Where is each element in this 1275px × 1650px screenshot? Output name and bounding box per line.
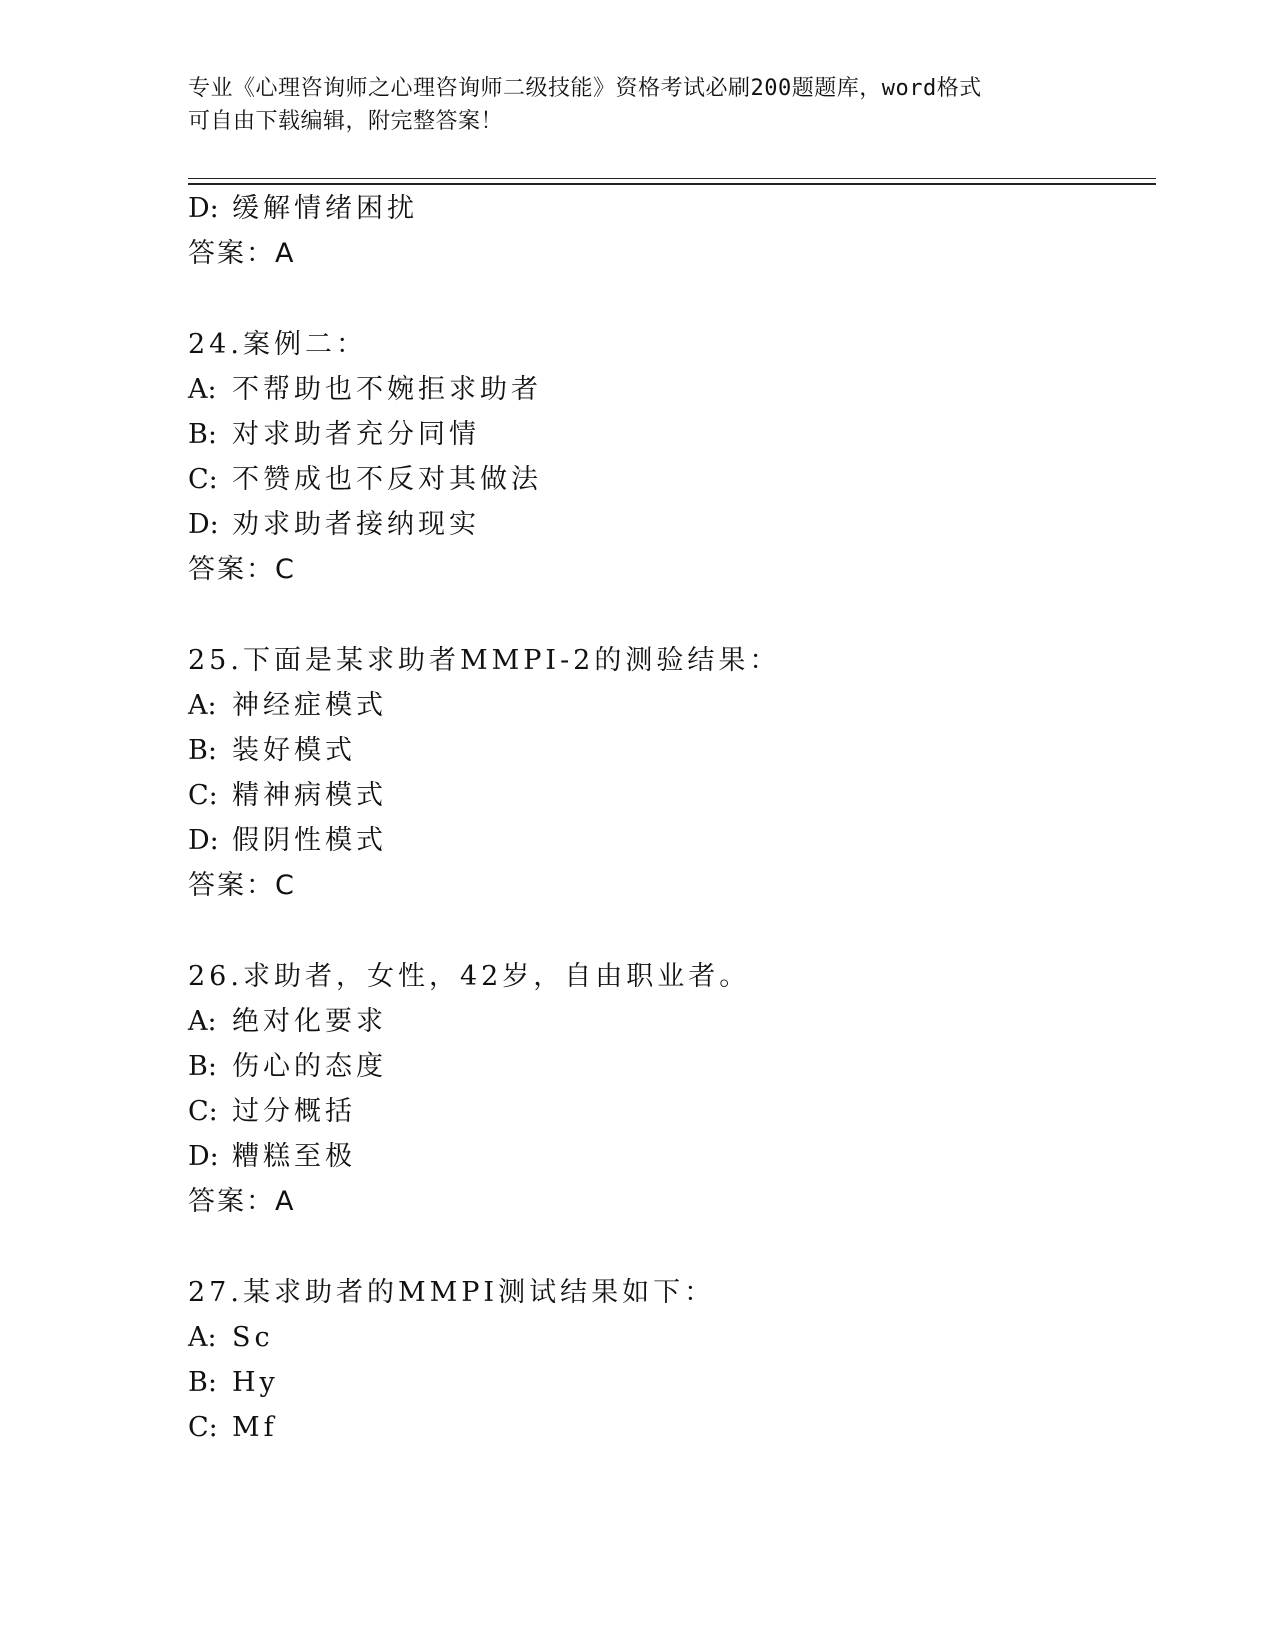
option-key: A: bbox=[188, 1006, 217, 1037]
option-a bbox=[188, 373, 542, 407]
header-line-1: 专业《心理咨询师之心理咨询师二级技能》资格考试必刷200题题库，word格式 bbox=[188, 76, 982, 101]
header-divider-thick bbox=[188, 183, 1156, 185]
option-c bbox=[188, 1095, 356, 1129]
option-text: Mf bbox=[232, 1412, 278, 1443]
option-key: C: bbox=[188, 464, 218, 495]
option-key: D: bbox=[188, 509, 219, 540]
document-header bbox=[188, 72, 1088, 138]
option-d bbox=[188, 1140, 356, 1174]
option-key: D: bbox=[188, 1141, 219, 1172]
question-26: 26.求助者，女性，42岁，自由职业者。 bbox=[188, 961, 751, 992]
option-text: 装好模式 bbox=[232, 735, 356, 766]
question-25: 25.下面是某求助者MMPI-2的测验结果： bbox=[188, 645, 781, 676]
option-key: D: bbox=[188, 193, 219, 224]
option-d bbox=[188, 508, 480, 542]
answer-line: 答案：C bbox=[188, 870, 296, 901]
option-text: 缓解情绪困扰 bbox=[232, 193, 418, 224]
option-text: 对求助者充分同情 bbox=[232, 419, 480, 450]
option-key: B: bbox=[188, 1367, 217, 1398]
answer-line: 答案：A bbox=[188, 238, 296, 269]
option-text: 糟糕至极 bbox=[232, 1141, 356, 1172]
option-b bbox=[188, 1366, 279, 1400]
header-line-2: 可自由下载编辑，附完整答案！ bbox=[188, 109, 504, 134]
option-a bbox=[188, 1321, 274, 1355]
option-a bbox=[188, 1005, 387, 1039]
option-key: C: bbox=[188, 780, 218, 811]
option-key: B: bbox=[188, 735, 217, 766]
option-key: B: bbox=[188, 419, 217, 450]
option-d bbox=[188, 824, 387, 858]
question-27: 27.某求助者的MMPI测试结果如下： bbox=[188, 1277, 716, 1308]
option-key: C: bbox=[188, 1096, 218, 1127]
option-text: Sc bbox=[232, 1322, 274, 1353]
option-c bbox=[188, 779, 387, 813]
option-key: A: bbox=[188, 690, 217, 721]
option-key: B: bbox=[188, 1051, 217, 1082]
option-key: D: bbox=[188, 825, 219, 856]
option-key: A: bbox=[188, 374, 217, 405]
option-c bbox=[188, 1411, 278, 1445]
option-b bbox=[188, 734, 356, 768]
question-24: 24.案例二： bbox=[188, 329, 367, 360]
option-text: 绝对化要求 bbox=[232, 1006, 387, 1037]
option-text: 精神病模式 bbox=[232, 780, 387, 811]
answer-line: 答案：A bbox=[188, 1186, 296, 1217]
option-c bbox=[188, 463, 542, 497]
option-b bbox=[188, 418, 480, 452]
option-key: A: bbox=[188, 1322, 217, 1353]
option-text: 假阴性模式 bbox=[232, 825, 387, 856]
answer-line: 答案：C bbox=[188, 554, 296, 585]
option-d bbox=[188, 192, 418, 226]
option-text: 劝求助者接纳现实 bbox=[232, 509, 480, 540]
option-b bbox=[188, 1050, 387, 1084]
option-text: 不赞成也不反对其做法 bbox=[232, 464, 542, 495]
option-a bbox=[188, 689, 387, 723]
option-text: 不帮助也不婉拒求助者 bbox=[232, 374, 542, 405]
option-text: Hy bbox=[232, 1367, 279, 1398]
option-key: C: bbox=[188, 1412, 218, 1443]
header-divider-thin bbox=[188, 178, 1156, 179]
option-text: 神经症模式 bbox=[232, 690, 387, 721]
option-text: 过分概括 bbox=[232, 1096, 356, 1127]
option-text: 伤心的态度 bbox=[232, 1051, 387, 1082]
